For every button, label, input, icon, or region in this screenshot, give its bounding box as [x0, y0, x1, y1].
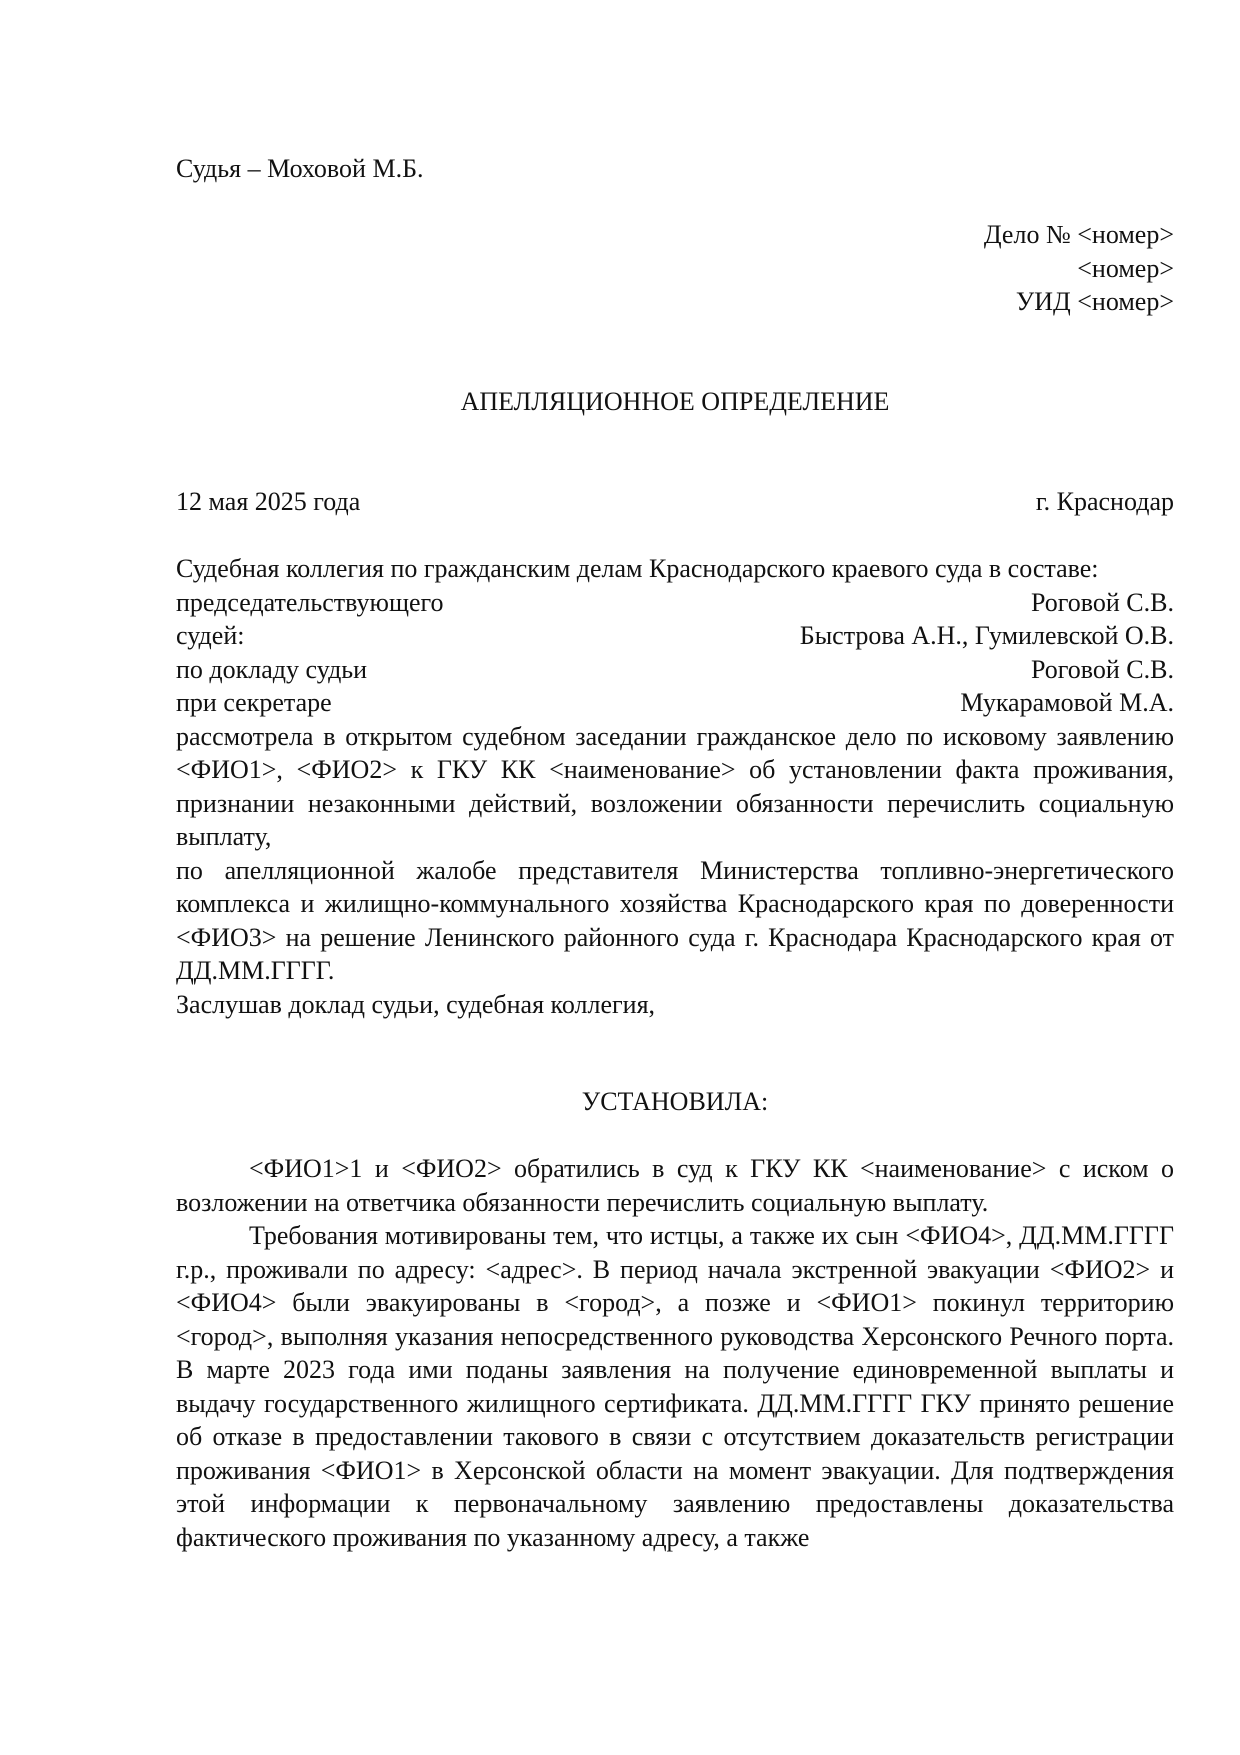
case-number-block — [176, 218, 1174, 319]
panel-row-label: судей: — [176, 621, 245, 650]
panel-row-value: Роговой С.В. — [1030, 587, 1174, 617]
case-number: Дело № <номер> — [983, 220, 1174, 249]
panel-row-label: по докладу судьи — [176, 654, 368, 684]
panel-row-value: Быстрова А.Н., Гумилевской О.В. — [799, 621, 1174, 650]
case-number-secondary: <номер> — [1077, 253, 1174, 283]
heard-paragraph: Заслушав доклад судьи, судебная коллегия, — [176, 989, 656, 1019]
body-paragraph-2: Требования мотивированы тем, что истцы, а также их сын <ФИО4>, ДД.ММ.ГГГГ г.р., проживали по адресу: <адрес>. В период начала экстренной эвакуации <ФИО2> и <ФИО4> были эвакуированы в <город>, а позже и <ФИО1> покинул территорию <город>, выполняя указания непосредственного руководства Херсонского Речного порта. В марте 2023 года ими поданы заявления на получение единовременной выплаты и выдачу государственного жилищного сертификата. ДД.ММ.ГГГГ ГКУ принято решение об отказе в предоставлении такового в связи с отсутствием доказательств регистрации проживания <ФИО1> в Херсонской области на момент эвакуации. Для подтверждения этой информации к первоначальному заявлению предоставлены доказательства фактического проживания по указанному адресу, а также — [176, 1221, 1174, 1552]
document-title: АПЕЛЛЯЦИОННОЕ ОПРЕДЕЛЕНИЕ — [460, 387, 890, 416]
judge-name: Судья – Моховой М.Б. — [176, 154, 424, 183]
panel-row-secretary — [176, 686, 1174, 720]
panel-row-presiding — [176, 586, 1174, 620]
panel-row-judges — [176, 619, 1174, 653]
ruling-body — [176, 1152, 1174, 1554]
case-uid: УИД <номер> — [1015, 287, 1174, 316]
panel-row-value: Мукарамовой М.А. — [960, 688, 1174, 717]
panel-row-value: Роговой С.В. — [1030, 654, 1174, 684]
panel-row-label: председательствующего — [176, 587, 444, 617]
considered-paragraph: рассмотрела в открытом судебном заседании гражданское дело по исковому заявлению <ФИО1>, <ФИО2> к ГКУ КК <наименование> об установлении факта проживания, признании незаконными действий, возложении обязанности перечислить социальную выплату, — [176, 721, 1174, 851]
ruling-place: г. Краснодар — [1035, 487, 1174, 516]
ruling-heading: УСТАНОВИЛА: — [581, 1087, 769, 1116]
date-place-row — [176, 485, 1174, 519]
panel-row-label: при секретаре — [176, 688, 332, 717]
panel-intro: Судебная коллегия по гражданским делам Краснодарского краевого суда в составе: — [176, 554, 1099, 583]
ruling-date: 12 мая 2025 года — [176, 487, 361, 516]
body-paragraph-1: <ФИО1>1 и <ФИО2> обратились в суд к ГКУ КК <наименование> с иском о возложении на ответчика обязанности перечислить социальную выплату. — [176, 1154, 1174, 1217]
panel-row-rapporteur — [176, 653, 1174, 687]
appeal-paragraph: по апелляционной жалобе представителя Министерства топливно-энергетического комплекса и жилищно-коммунального хозяйства Краснодарского края по доверенности <ФИО3> на решение Ленинского районного суда г. Краснодара Краснодарского края от ДД.ММ.ГГГГ. — [176, 855, 1174, 985]
panel-section — [176, 552, 1174, 1021]
